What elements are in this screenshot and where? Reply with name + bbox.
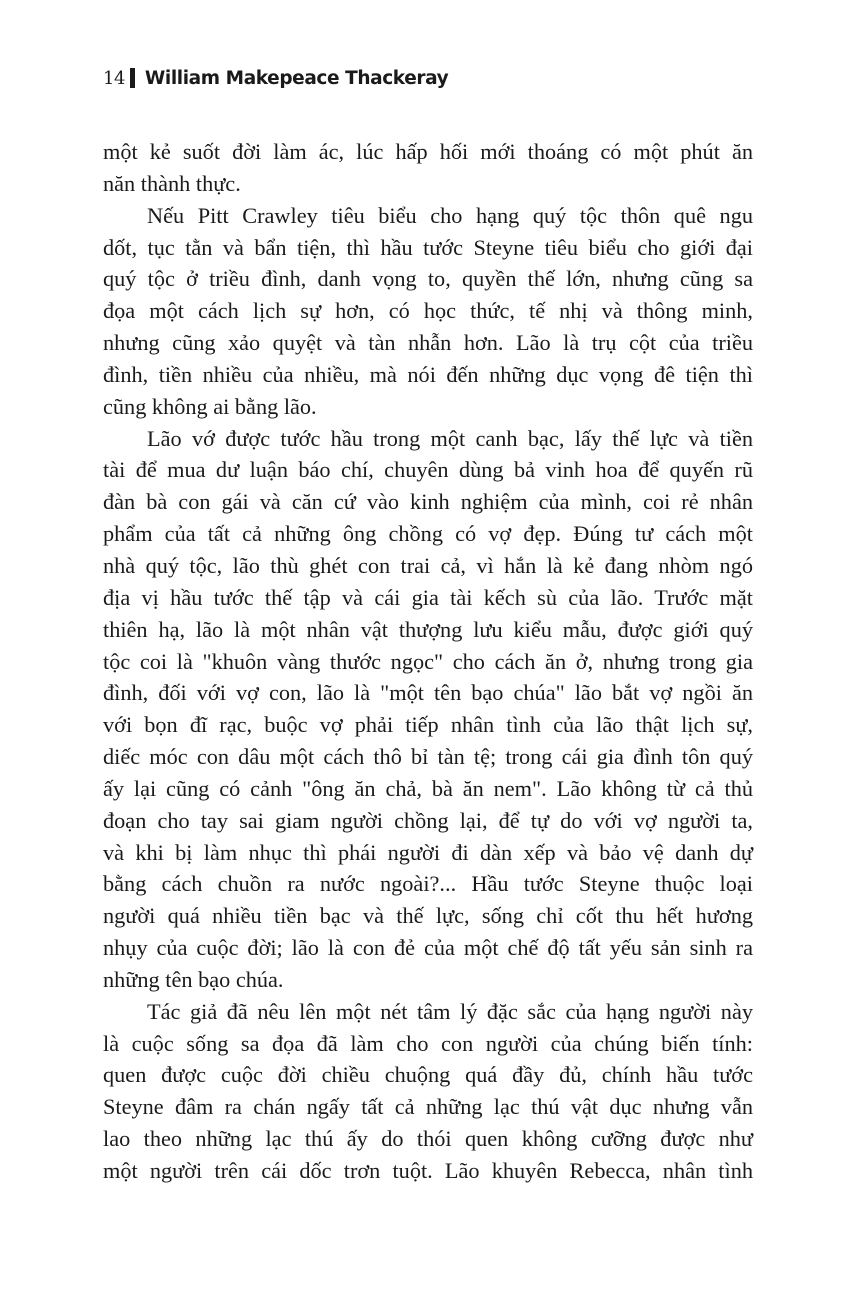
text-line: một người trên cái dốc trơn tuột. Lão khuyên Rebecca, nhân tình xyxy=(103,1158,753,1183)
text-line: tài để mua dư luận báo chí, chuyên dùng bả vinh hoa để quyến rũ xyxy=(103,457,753,483)
text-line: địa vị hầu tước thế tập và cái gia tài kếch sù của lão. Trước mặt xyxy=(103,584,753,610)
text-line: bằng cách chuồn ra nước ngoài?... Hầu tước Steyne thuộc loại xyxy=(103,871,753,897)
paragraph xyxy=(103,996,753,1187)
paragraph xyxy=(103,136,753,200)
text-line: Lão vớ được tước hầu trong một canh bạc, lấy thế lực và tiền xyxy=(147,425,753,451)
text-line: diếc móc con dâu một cách thô bỉ tàn tệ; trong cái gia đình tôn quý xyxy=(103,744,753,770)
paragraph xyxy=(103,200,753,423)
text-line: thiên hạ, lão là một nhân vật thượng lưu kiểu mẫu, được giới quý xyxy=(103,616,753,642)
header-divider-bar xyxy=(130,68,135,88)
text-line: nhưng cũng xảo quyệt và tàn nhẫn hơn. Lão là trụ cột của triều xyxy=(103,330,753,356)
text-line: quen được cuộc đời chiều chuộng quá đầy đủ, chính hầu tước xyxy=(103,1062,753,1088)
text-line: những tên bạo chúa. xyxy=(103,966,284,992)
text-line: quý tộc ở triều đình, danh vọng to, quyền thế lớn, nhưng cũng sa xyxy=(103,266,753,292)
text-line: nhụy của cuộc đời; lão là con đẻ của một chế độ tất yếu sản sinh ra xyxy=(103,935,753,961)
text-line: là cuộc sống sa đọa đã làm cho con người của chúng biến tính: xyxy=(103,1030,753,1056)
running-title: William Makepeace Thackeray xyxy=(144,67,449,89)
text-line: Steyne đâm ra chán ngấy tất cả những lạc thú vật dục nhưng vẫn xyxy=(103,1094,753,1120)
text-line: người quá nhiều tiền bạc và thế lực, sống chỉ cốt thu hết hương xyxy=(103,903,753,929)
text-line: đoạn cho tay sai giam người chồng lại, để tự do với vợ người ta, xyxy=(103,807,753,833)
text-line: Tác giả đã nêu lên một nét tâm lý đặc sắc của hạng người này xyxy=(147,998,753,1024)
text-line: Nếu Pitt Crawley tiêu biểu cho hạng quý tộc thôn quê ngu xyxy=(147,202,753,228)
text-line: cũng không ai bằng lão. xyxy=(103,393,317,419)
text-line: đọa một cách lịch sự hơn, có học thức, tế nhị và thông minh, xyxy=(103,298,753,324)
text-line: đình, tiền nhiều của nhiều, mà nói đến những dục vọng đê tiện thì xyxy=(103,361,753,387)
text-line: một kẻ suốt đời làm ác, lúc hấp hối mới thoáng có một phút ăn xyxy=(103,139,753,164)
text-line: đàn bà con gái và căn cứ vào kinh nghiệm của mình, coi rẻ nhân xyxy=(103,489,753,515)
text-line: dốt, tục tằn và bẩn tiện, thì hầu tước Steyne tiêu biểu cho giới đại xyxy=(103,234,753,260)
body-text xyxy=(103,136,753,1187)
text-line: ấy lại cũng có cảnh "ông ăn chả, bà ăn nem". Lão không từ cả thủ xyxy=(103,775,753,801)
text-line: lao theo những lạc thú ấy do thói quen không cưỡng được như xyxy=(103,1126,753,1152)
paragraph xyxy=(103,423,753,996)
text-line: năn thành thực. xyxy=(103,170,241,196)
text-line: nhà quý tộc, lão thù ghét con trai cả, vì hắn là kẻ đang nhòm ngó xyxy=(103,552,753,578)
text-line: với bọn đĩ rạc, buộc vợ phải tiếp nhân tình của lão thật lịch sự, xyxy=(103,712,753,738)
text-line: phẩm của tất cả những ông chồng có vợ đẹp. Đúng tư cách một xyxy=(103,521,753,547)
running-header xyxy=(103,64,448,92)
page-number: 14 xyxy=(103,67,125,89)
text-line: đình, đối với vợ con, lão là "một tên bạo chúa" lão bắt vợ ngồi ăn xyxy=(103,680,753,706)
text-line: tộc coi là "khuôn vàng thước ngọc" cho cách ăn ở, nhưng trong gia xyxy=(103,648,753,674)
text-line: và khi bị làm nhục thì phái người đi dàn xếp và bảo vệ danh dự xyxy=(103,839,753,865)
